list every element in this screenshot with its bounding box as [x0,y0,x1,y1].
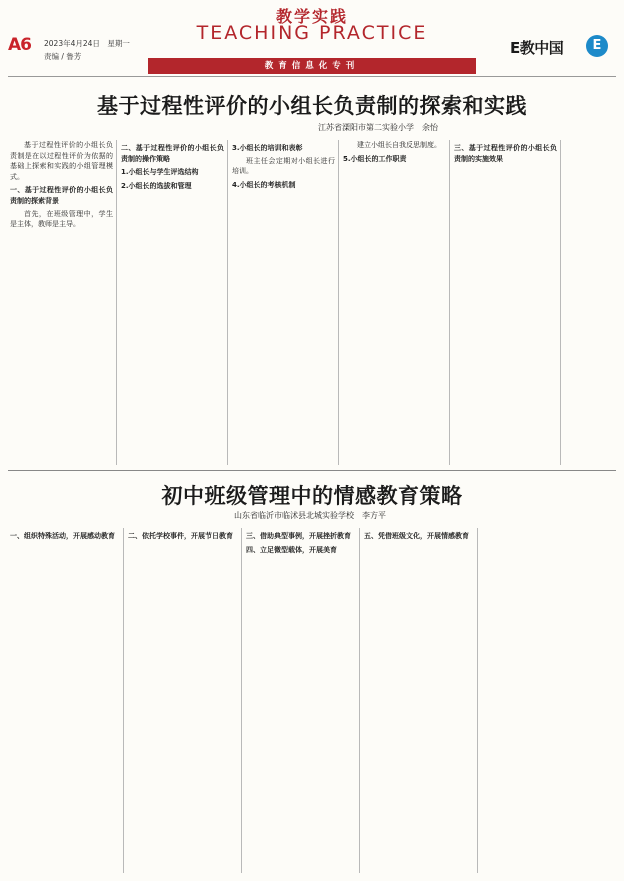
column-divider [123,528,124,873]
column-divider [227,140,228,465]
article1-column [121,140,224,465]
paragraph: 基于过程性评价的小组长负责制是在以过程性评价为依据的基础上探索和实践的小组管理模式。 [10,141,113,181]
masthead-divider [8,76,616,77]
article1-byline: 江苏省溧阳市第二实验小学 余怡 [318,123,438,132]
section-bar: 教育信息化专刊 [148,58,476,74]
paragraph: 建立小组长自我反思制度。 [357,141,441,149]
subheading: 二、基于过程性评价的小组长负责制的操作策略 [121,144,224,163]
subheading: 三、借助典型事例，开展挫折教育 [246,532,351,540]
column-divider [560,140,561,465]
article2-byline: 山东省临沂市临沭县北城实验学校 李方平 [234,511,386,520]
issue-editor: 责编 / 鲁芳 [44,52,82,61]
subheading: 一、组织特殊活动，开展感动教育 [10,532,115,540]
issue-date: 2023年4月24日 星期一 [44,39,130,48]
paragraph: 班主任会定期对小组长进行培训。 [232,156,335,176]
subheading: 2.小组长的选拔和管理 [121,181,192,190]
article2-column [364,528,474,873]
article1-column [343,140,446,465]
subheading: 二、依托学校事件，开展节日教育 [128,532,233,540]
column-divider [241,528,242,873]
column-divider [477,528,478,873]
subheading: 五、凭借班级文化，开展情感教育 [364,532,469,540]
subheading: 1.小组长与学生评选结构 [121,168,199,177]
subheading: 4.小组长的考核机制 [232,180,296,189]
article1-column [10,140,113,465]
subheading: 3.小组长的培训和表彰 [232,144,303,152]
column-divider [338,140,339,465]
article2-column [482,528,614,873]
subheading: 5.小组长的工作职责 [343,154,407,163]
section-title-cn: 教学实践 [275,7,348,26]
article-divider [8,470,616,471]
article2-headline: 初中班级管理中的情感教育策略 [161,484,463,508]
subheading: 四、立足微型载体，开展美育 [246,545,337,554]
article2-column [128,528,238,873]
page-number: A6 [8,35,31,55]
article1-column [565,140,617,465]
subheading: 一、基于过程性评价的小组长负责制的探索背景 [10,186,113,205]
article2-column [246,528,356,873]
column-divider [116,140,117,465]
masthead [0,0,624,78]
column-divider [359,528,360,873]
column-divider [449,140,450,465]
paragraph: 首先，在班级管理中，学生是主体，教师是主导。 [10,209,113,229]
article1-column [232,140,335,465]
brand-logo: E教中国 [510,39,564,57]
article2-column [10,528,120,873]
article1-headline: 基于过程性评价的小组长负责制的探索和实践 [97,94,527,118]
article1-column [454,140,557,465]
section-title-en: TEACHING PRACTICE [196,22,428,44]
subheading: 三、基于过程性评价的小组长负责制的实施效果 [454,144,557,163]
brand-mark-icon: E [586,35,608,57]
